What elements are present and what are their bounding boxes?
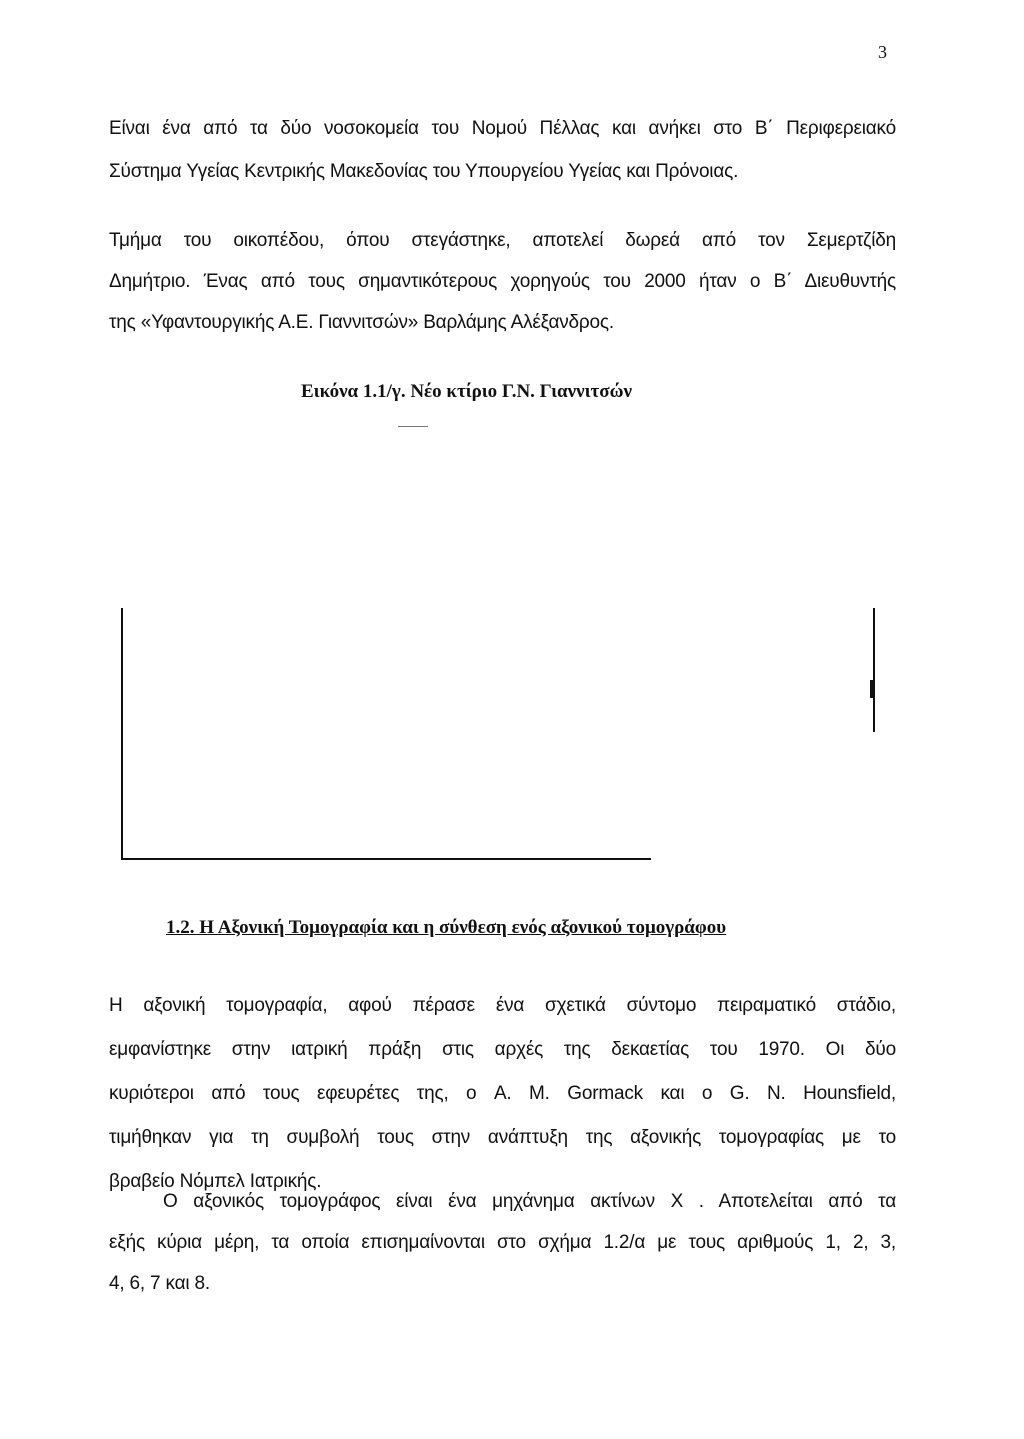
text-line: Ο αξονικός τομογράφος είναι ένα μηχάνημα ακτίνων Χ . Αποτελείται από τα xyxy=(163,1191,896,1212)
text-line: Τμήμα του οικοπέδου, όπου στεγάστηκε, αποτελεί δωρεά από τον Σεμερτζίδη xyxy=(109,230,896,251)
text-line: κυριότεροι από τους εφευρέτες της, ο A. M. Gormack και ο G. N. Hounsfield, xyxy=(109,1083,896,1104)
paragraph-land-donation xyxy=(109,220,896,343)
paragraph-hospital-intro xyxy=(109,107,896,193)
text-line: Σύστημα Υγείας Κεντρικής Μακεδονίας του Υπουργείου Υγείας και Πρόνοιας. xyxy=(109,161,739,182)
text-line: βραβείο Νόμπελ Ιατρικής. xyxy=(109,1171,322,1192)
text-line: Η αξονική τομογραφία, αφού πέρασε ένα σχετικά σύντομο πειραματικό στάδιο, xyxy=(109,995,896,1016)
text-line: εξής κύρια μέρη, τα οποία επισημαίνονται στο σχήμα 1.2/α με τους αριθμούς 1, 2, 3, xyxy=(109,1232,896,1253)
figure-caption: Εικόνα 1.1/γ. Νέο κτίριο Γ.Ν. Γιαννιτσών xyxy=(301,381,632,402)
frame-left-border xyxy=(121,608,123,858)
page-number: 3 xyxy=(878,42,887,62)
frame-bottom-border xyxy=(121,858,651,860)
text-line: εμφανίστηκε στην ιατρική πράξη στις αρχές της δεκαετίας του 1970. Οι δύο xyxy=(109,1039,896,1060)
text-line: 4, 6, 7 και 8. xyxy=(109,1273,210,1294)
text-line: Είναι ένα από τα δύο νοσοκομεία του Νομού Πέλλας και ανήκει στο Β΄ Περιφερειακό xyxy=(109,118,896,139)
section-heading: 1.2. Η Αξονική Τομογραφία και η σύνθεση ενός αξονικού τομογράφου xyxy=(166,917,727,938)
frame-right-mark xyxy=(870,680,873,698)
paragraph-ct-components xyxy=(109,1181,896,1304)
text-line: της «Υφαντουργικής Α.Ε. Γιαννιτσών» Βαρλάμης Αλέξανδρος. xyxy=(109,312,614,333)
figure-placeholder-frame xyxy=(121,608,877,864)
frame-right-border xyxy=(873,608,875,732)
caption-divider xyxy=(398,426,428,427)
paragraph-ct-history xyxy=(109,984,896,1204)
text-line: Δημήτριο. Ένας από τους σημαντικότερους χορηγούς του 2000 ήταν ο Β΄ Διευθυντής xyxy=(109,271,896,292)
text-line: τιμήθηκαν για τη συμβολή τους στην ανάπτυξη της αξονικής τομογραφίας με το xyxy=(109,1127,896,1148)
